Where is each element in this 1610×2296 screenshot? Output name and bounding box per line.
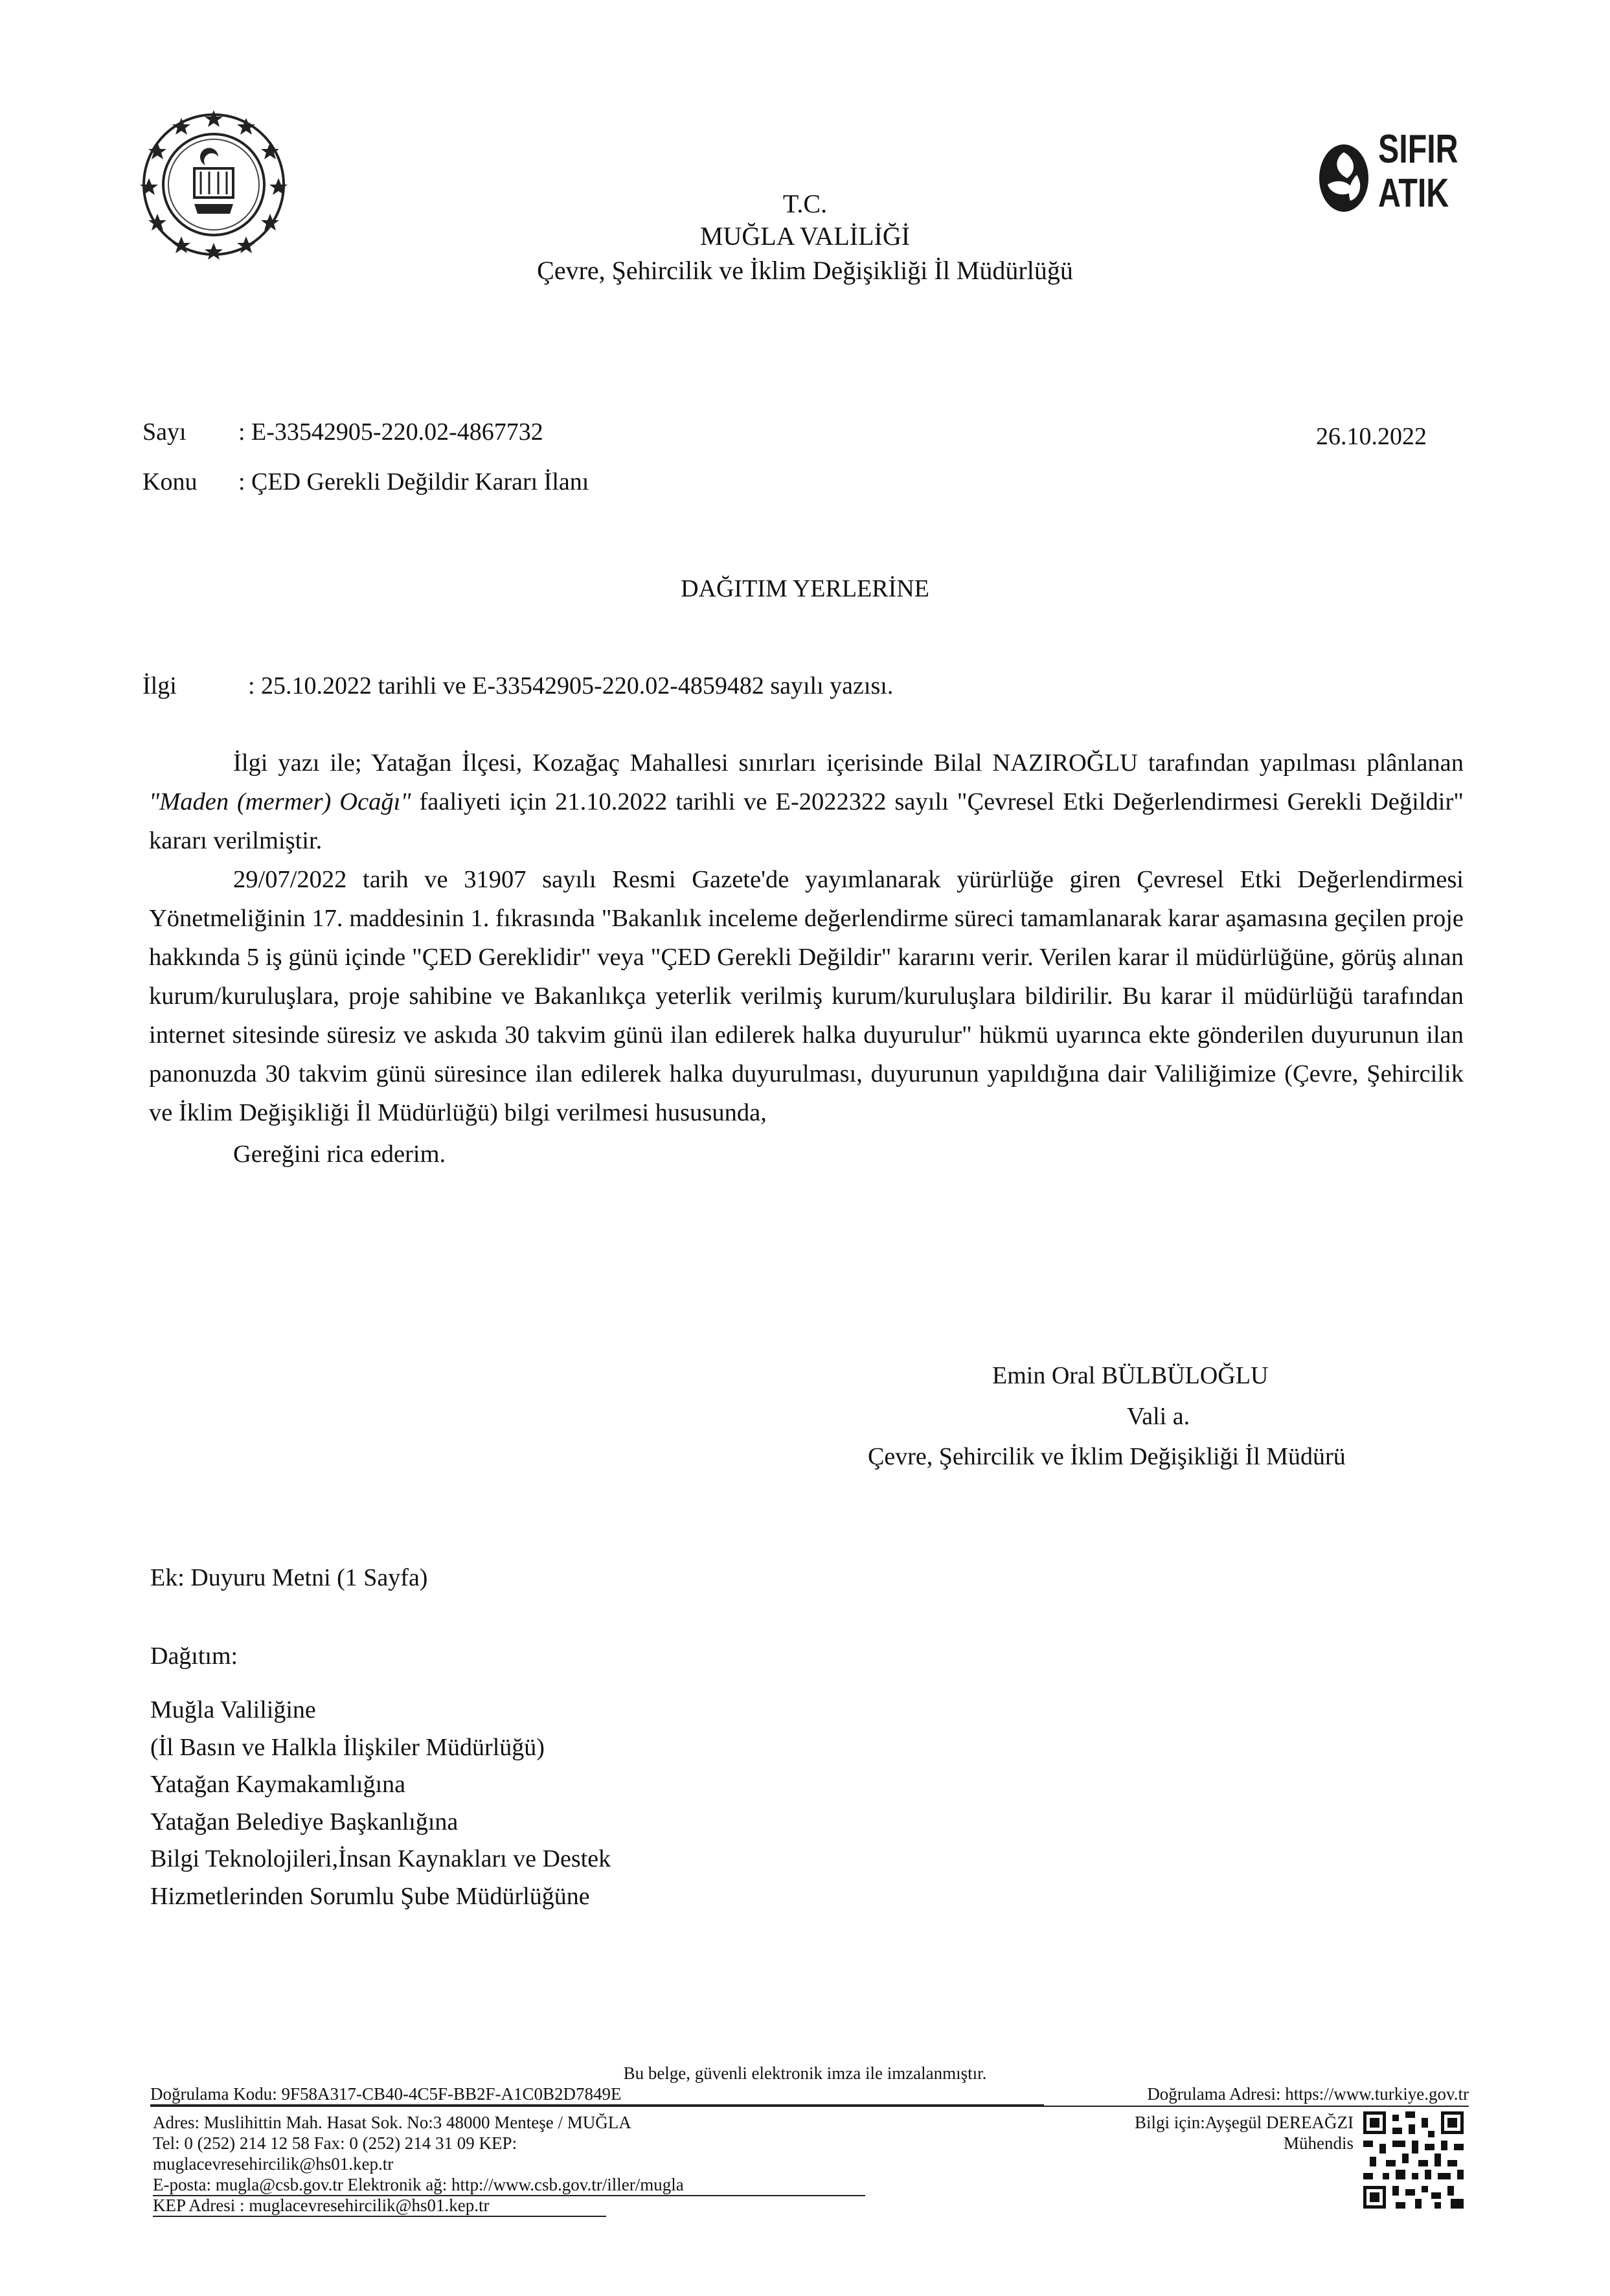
konu-value: : ÇED Gerekli Değildir Kararı İlanı bbox=[238, 468, 589, 495]
esign-note: Bu belge, güvenli elektronik imza ile imzalanmıştır. bbox=[623, 2063, 987, 2083]
distribution-item: Muğla Valiliğine bbox=[150, 1696, 316, 1723]
konu-label: Konu bbox=[142, 468, 198, 495]
logo-text-sifir: SIFIR bbox=[1378, 127, 1458, 172]
header-tc: T.C. bbox=[782, 189, 828, 218]
ilgi-value: : 25.10.2022 tarihli ve E-33542905-220.02-4859482 sayılı yazısı. bbox=[248, 672, 894, 699]
distribution-list bbox=[150, 1692, 611, 1915]
distribution-item: Bilgi Teknolojileri,İnsan Kaynakları ve Destek bbox=[150, 1845, 611, 1872]
footer-divider bbox=[150, 2106, 1469, 2107]
document-date: 26.10.2022 bbox=[1316, 423, 1427, 450]
distribution-item: Yatağan Kaymakamlığına bbox=[150, 1771, 405, 1798]
header-directorate: Çevre, Şehircilik ve İklim Değişikliği İl Müdürlüğü bbox=[537, 256, 1073, 285]
verification-address: Doğrulama Adresi: https://www.turkiye.gov.tr bbox=[1147, 2084, 1469, 2104]
signatory-title-2: Çevre, Şehircilik ve İklim Değişikliği İl Müdürü bbox=[868, 1443, 1346, 1470]
logo-text-atik: ATIK bbox=[1378, 171, 1449, 216]
distribution-item: Yatağan Belediye Başkanlığına bbox=[150, 1808, 459, 1836]
footer-address: Adres: Muslihittin Mah. Hasat Sok. No:3 48000 Menteşe / MUĞLA bbox=[153, 2113, 631, 2132]
paragraph-1 bbox=[149, 744, 1464, 860]
paragraph-1-activity: "Maden (mermer) Ocağı" bbox=[149, 788, 411, 815]
distribution-label: Dağıtım: bbox=[150, 1642, 238, 1670]
attachment-line: Ek: Duyuru Metni (1 Sayfa) bbox=[150, 1564, 428, 1591]
signatory-title-1: Vali a. bbox=[1127, 1403, 1190, 1430]
footer-info-title: Mühendis bbox=[1284, 2133, 1354, 2153]
paragraph-2: 29/07/2022 tarih ve 31907 sayılı Resmi Gazete'de yayımlanarak yürürlüğe giren Çevresel Etki Değerlendirmesi Yönetmeliğinin 17. maddesinin 1. fıkrasında "Bakanlık inceleme değerlendirme süreci tamamlanarak karar aşamasına geçilen proje hakkında 5 iş günü içinde "ÇED Gereklidir" veya "ÇED Gerekli Değildir" kararını verir. Verilen karar il müdürlüğüne, görüş alınan kurum/kuruluşlara, proje sahibine ve Bakanlıkça yeterlik verilmiş kurum/kuruluşlara bildirilir. Bu karar il müdürlüğü tarafından internet sitesinde süresiz ve askıda 30 takvim günü ilan edilerek halka duyurulur" hükmü uyarınca ekte gönderilen duyurunun ilan panonuzda 30 takvim günü süresince ilan edilerek halka duyurulması, duyurunun yapıldığına dair Valiliğimize (Çevre, Şehircilik ve İklim Değişikliği İl Müdürlüğü) bilgi verilmesi hususunda, bbox=[149, 866, 1464, 1126]
footer-email: E-posta: mugla@csb.gov.tr Elektronik ağ: http://www.csb.gov.tr/iller/mugla bbox=[153, 2175, 865, 2196]
footer-kep-line: muglacevresehircilik@hs01.kep.tr bbox=[153, 2154, 394, 2174]
sayi-value: : E-33542905-220.02-4867732 bbox=[238, 418, 543, 446]
ilgi-label: İlgi bbox=[142, 672, 177, 699]
paragraph-1-text-a: İlgi yazı ile; Yatağan İlçesi, Kozağaç Mahallesi sınırları içerisinde Bilal NAZIROĞLU tarafından yapılması plânlanan bbox=[233, 749, 1464, 777]
sayi-label: Sayı bbox=[142, 418, 187, 446]
header-governorship: MUĞLA VALİLİĞİ bbox=[699, 222, 911, 251]
distribution-item: (İl Basın ve Halkla İlişkiler Müdürlüğü) bbox=[150, 1733, 545, 1761]
footer-kep-address: KEP Adresi : muglacevresehircilik@hs01.kep.tr bbox=[153, 2196, 606, 2217]
verification-code: Doğrulama Kodu: 9F58A317-CB40-4C5F-BB2F-A1C0B2D7849E bbox=[150, 2084, 1044, 2106]
letter-body bbox=[149, 744, 1464, 1174]
qr-code-icon bbox=[1363, 2111, 1464, 2209]
paragraph-3: Gereğini rica ederim. bbox=[233, 1141, 446, 1168]
recipient: DAĞITIM YERLERİNE bbox=[681, 575, 929, 602]
footer-info-contact: Bilgi için:Ayşegül DEREAĞZI bbox=[1135, 2113, 1354, 2132]
signatory-name: Emin Oral BÜLBÜLOĞLU bbox=[992, 1362, 1269, 1389]
paragraph-1-text-b: faaliyeti için 21.10.2022 tarihli ve E-2022322 sayılı "Çevresel Etki Değerlendirmesi Gerekli Değildir" kararı verilmiştir. bbox=[149, 788, 1464, 854]
distribution-item: Hizmetlerinden Sorumlu Şube Müdürlüğüne bbox=[150, 1882, 590, 1910]
footer-tel: Tel: 0 (252) 214 12 58 Fax: 0 (252) 214 31 09 KEP: bbox=[153, 2133, 517, 2153]
